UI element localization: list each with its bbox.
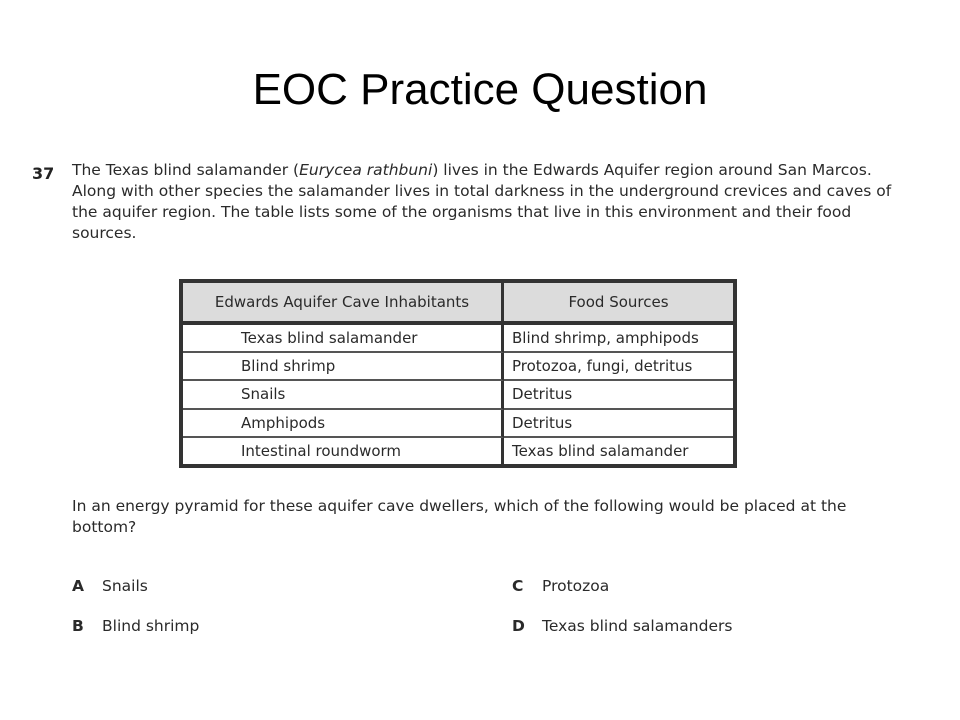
header-food-sources: Food Sources — [504, 283, 733, 325]
stem-text-after: ) lives in the Edwards Aquifer region around San Marcos. Along with other species the salamander lives in total darkness in the underground crevices and caves of the aquifer region. The table lists some of the organisms that live in this environment and their food sources. — [72, 161, 892, 242]
choice-text: Snails — [102, 577, 148, 595]
choice-text: Blind shrimp — [102, 617, 200, 635]
organisms-table — [179, 279, 737, 468]
organism-cell: Blind shrimp — [183, 353, 504, 381]
organism-cell: Snails — [183, 381, 504, 409]
table-row — [183, 325, 733, 353]
food-source-cell: Protozoa, fungi, detritus — [504, 353, 733, 381]
food-source-cell: Detritus — [504, 410, 733, 438]
organism-cell: Amphipods — [183, 410, 504, 438]
table-row — [183, 353, 733, 381]
table-row — [183, 410, 733, 438]
question-number: 37 — [32, 164, 55, 183]
answer-choice-c[interactable] — [512, 576, 609, 596]
food-source-cell: Detritus — [504, 381, 733, 409]
choice-letter: C — [512, 577, 524, 595]
choice-letter: B — [72, 617, 84, 635]
food-source-cell: Texas blind salamander — [512, 441, 689, 460]
question-prompt: In an energy pyramid for these aquifer cave dwellers, which of the following would be placed at the bottom? — [72, 497, 847, 536]
question-stem — [72, 160, 892, 244]
food-source-cell: Blind shrimp, amphipods — [504, 325, 733, 353]
choice-letter: D — [512, 617, 525, 635]
table-row — [183, 381, 733, 409]
table-header-row — [183, 283, 733, 325]
answer-choice-b[interactable] — [72, 616, 199, 636]
organism-cell: Intestinal roundworm — [183, 438, 504, 464]
choice-letter: A — [72, 577, 84, 595]
answer-choice-d[interactable] — [512, 616, 732, 636]
organism-cell: Texas blind salamander — [183, 325, 504, 353]
header-inhabitants: Edwards Aquifer Cave Inhabitants — [183, 283, 504, 325]
stem-text-before: The Texas blind salamander ( — [72, 161, 300, 179]
choice-text: Protozoa — [542, 577, 610, 595]
answer-choice-a[interactable] — [72, 576, 148, 596]
slide-title: EOC Practice Question — [252, 65, 708, 114]
species-name: Eurycea rathbuni — [299, 161, 433, 179]
choice-text: Texas blind salamanders — [542, 617, 733, 635]
table-row — [183, 438, 733, 464]
